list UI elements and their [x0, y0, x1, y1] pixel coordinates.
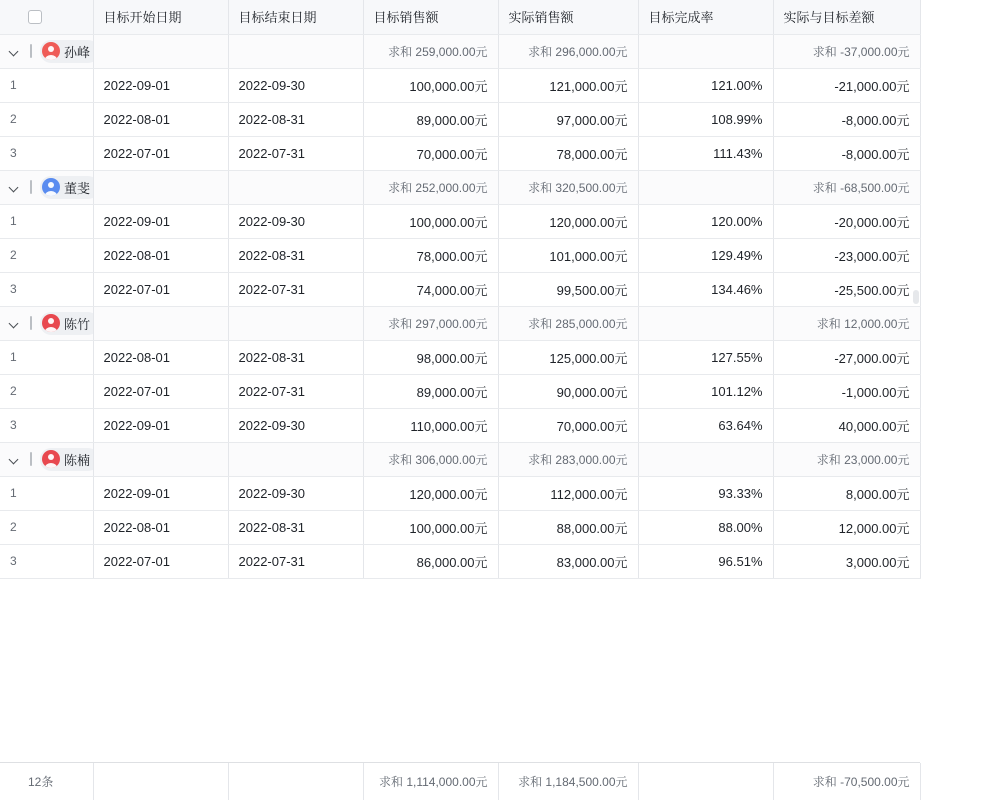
cell-diff[interactable]: 8,000.00元 [773, 476, 920, 510]
avatar [42, 178, 60, 196]
chevron-down-icon[interactable] [8, 316, 22, 330]
group-agg-diff: 求和 -37,000.00元 [773, 34, 920, 68]
group-agg-target-sales: 求和 306,000.00元 [363, 442, 498, 476]
row-index: 2 [0, 102, 93, 136]
cell-actual-sales[interactable]: 125,000.00元 [498, 340, 638, 374]
group-agg-actual-sales: 求和 296,000.00元 [498, 34, 638, 68]
header-select-all-cell[interactable] [0, 0, 93, 34]
cell-target-sales[interactable]: 100,000.00元 [363, 510, 498, 544]
column-header-actual-sales[interactable]: 实际销售额 [498, 0, 638, 34]
group-start-cell [93, 306, 228, 340]
summary-diff[interactable]: 求和 -70,500.00元 [773, 763, 920, 800]
group-end-cell [228, 442, 363, 476]
cell-completion-rate[interactable]: 93.33% [638, 476, 773, 510]
cell-end-date[interactable]: 2022-08-31 [228, 238, 363, 272]
group-agg-rate [638, 170, 773, 204]
cell-end-date[interactable]: 2022-07-31 [228, 136, 363, 170]
group-end-cell [228, 34, 363, 68]
cell-diff[interactable]: -8,000.00元 [773, 102, 920, 136]
column-header-end-date[interactable]: 目标结束日期 [228, 0, 363, 34]
column-header-diff[interactable]: 实际与目标差额 [773, 0, 920, 34]
cell-start-date[interactable]: 2022-08-01 [93, 238, 228, 272]
group-left [8, 176, 91, 199]
table-row[interactable] [0, 68, 920, 102]
cell-end-date[interactable]: 2022-08-31 [228, 102, 363, 136]
group-header-cell[interactable] [0, 34, 93, 68]
cell-actual-sales[interactable]: 90,000.00元 [498, 374, 638, 408]
cell-diff[interactable]: -25,500.00元 [773, 272, 920, 306]
cell-end-date[interactable]: 2022-07-31 [228, 544, 363, 578]
group-checkbox[interactable] [30, 316, 32, 330]
person-chip [40, 40, 93, 63]
table-row[interactable] [0, 544, 920, 578]
group-agg-diff: 求和 12,000.00元 [773, 306, 920, 340]
person-chip [40, 312, 93, 335]
group-checkbox[interactable] [30, 452, 32, 466]
avatar [42, 314, 60, 332]
table-row[interactable] [0, 374, 920, 408]
cell-diff[interactable]: 3,000.00元 [773, 544, 920, 578]
summary-target-sales[interactable]: 求和 1,114,000.00元 [363, 763, 498, 800]
cell-completion-rate[interactable]: 63.64% [638, 408, 773, 442]
group-agg-target-sales: 求和 297,000.00元 [363, 306, 498, 340]
group-name: 董斐 [64, 180, 91, 196]
cell-actual-sales[interactable]: 78,000.00元 [498, 136, 638, 170]
cell-start-date[interactable]: 2022-07-01 [93, 272, 228, 306]
chevron-down-icon[interactable] [8, 44, 22, 58]
group-agg-target-sales: 求和 259,000.00元 [363, 34, 498, 68]
cell-start-date[interactable]: 2022-07-01 [93, 374, 228, 408]
cell-target-sales[interactable]: 100,000.00元 [363, 204, 498, 238]
group-checkbox[interactable] [30, 180, 32, 194]
cell-start-date[interactable]: 2022-07-01 [93, 136, 228, 170]
cell-end-date[interactable]: 2022-08-31 [228, 340, 363, 374]
group-start-cell [93, 170, 228, 204]
summary-row [0, 763, 920, 800]
cell-diff[interactable]: -8,000.00元 [773, 136, 920, 170]
cell-diff[interactable]: -23,000.00元 [773, 238, 920, 272]
table-row[interactable] [0, 510, 920, 544]
cell-start-date[interactable]: 2022-07-01 [93, 544, 228, 578]
cell-target-sales[interactable]: 89,000.00元 [363, 102, 498, 136]
cell-start-date[interactable]: 2022-09-01 [93, 476, 228, 510]
cell-actual-sales[interactable]: 101,000.00元 [498, 238, 638, 272]
group-left [8, 40, 91, 63]
cell-actual-sales[interactable]: 120,000.00元 [498, 204, 638, 238]
cell-diff[interactable]: -1,000.00元 [773, 374, 920, 408]
cell-completion-rate[interactable]: 129.49% [638, 238, 773, 272]
group-header-cell[interactable] [0, 442, 93, 476]
group-start-cell [93, 442, 228, 476]
cell-start-date[interactable]: 2022-09-01 [93, 204, 228, 238]
cell-target-sales[interactable]: 100,000.00元 [363, 68, 498, 102]
header-row [0, 0, 920, 34]
cell-actual-sales[interactable]: 83,000.00元 [498, 544, 638, 578]
cell-completion-rate[interactable]: 96.51% [638, 544, 773, 578]
summary-actual-sales[interactable]: 求和 1,184,500.00元 [498, 763, 638, 800]
cell-start-date[interactable]: 2022-08-01 [93, 510, 228, 544]
group-left [8, 312, 91, 335]
cell-diff[interactable]: 12,000.00元 [773, 510, 920, 544]
summary-rate[interactable] [638, 763, 773, 800]
table-row[interactable] [0, 102, 920, 136]
column-header-target-sales[interactable]: 目标销售额 [363, 0, 498, 34]
group-row[interactable] [0, 170, 920, 204]
cell-end-date[interactable]: 2022-07-31 [228, 272, 363, 306]
cell-end-date[interactable]: 2022-07-31 [228, 374, 363, 408]
group-row[interactable] [0, 34, 920, 68]
cell-actual-sales[interactable]: 88,000.00元 [498, 510, 638, 544]
cell-end-date[interactable]: 2022-08-31 [228, 510, 363, 544]
cell-target-sales[interactable]: 86,000.00元 [363, 544, 498, 578]
cell-actual-sales[interactable]: 70,000.00元 [498, 408, 638, 442]
cell-start-date[interactable]: 2022-08-01 [93, 102, 228, 136]
person-chip [40, 448, 93, 471]
cell-end-date[interactable]: 2022-09-30 [228, 476, 363, 510]
cell-actual-sales[interactable]: 99,500.00元 [498, 272, 638, 306]
group-row[interactable] [0, 306, 920, 340]
select-all-wrap[interactable] [10, 10, 83, 24]
group-agg-actual-sales: 求和 283,000.00元 [498, 442, 638, 476]
table-row[interactable] [0, 408, 920, 442]
group-agg-diff: 求和 -68,500.00元 [773, 170, 920, 204]
cell-target-sales[interactable]: 70,000.00元 [363, 136, 498, 170]
group-end-cell [228, 170, 363, 204]
cell-target-sales[interactable]: 89,000.00元 [363, 374, 498, 408]
summary-end[interactable] [228, 763, 363, 800]
group-name: 陈竹 [64, 316, 91, 332]
cell-start-date[interactable]: 2022-09-01 [93, 68, 228, 102]
cell-completion-rate[interactable]: 134.46% [638, 272, 773, 306]
cell-completion-rate[interactable]: 101.12% [638, 374, 773, 408]
table-row[interactable] [0, 136, 920, 170]
cell-start-date[interactable]: 2022-08-01 [93, 340, 228, 374]
group-agg-rate [638, 306, 773, 340]
group-agg-actual-sales: 求和 320,500.00元 [498, 170, 638, 204]
person-chip [40, 176, 93, 199]
group-header-cell[interactable] [0, 306, 93, 340]
cell-start-date[interactable]: 2022-09-01 [93, 408, 228, 442]
row-index: 3 [0, 408, 93, 442]
cell-target-sales[interactable]: 78,000.00元 [363, 238, 498, 272]
table-row[interactable] [0, 476, 920, 510]
row-index: 2 [0, 374, 93, 408]
row-index: 3 [0, 136, 93, 170]
cell-diff[interactable]: 40,000.00元 [773, 408, 920, 442]
group-agg-diff: 求和 23,000.00元 [773, 442, 920, 476]
cell-completion-rate[interactable]: 108.99% [638, 102, 773, 136]
cell-completion-rate[interactable]: 121.00% [638, 68, 773, 102]
group-agg-rate [638, 442, 773, 476]
summary-footer [0, 762, 920, 800]
summary-start[interactable] [93, 763, 228, 800]
group-left [8, 448, 91, 471]
row-index: 1 [0, 340, 93, 374]
group-checkbox[interactable] [30, 44, 32, 58]
row-index: 1 [0, 204, 93, 238]
cell-end-date[interactable]: 2022-09-30 [228, 408, 363, 442]
group-start-cell [93, 34, 228, 68]
cell-completion-rate[interactable]: 120.00% [638, 204, 773, 238]
column-header-completion-rate[interactable]: 目标完成率 [638, 0, 773, 34]
select-all-checkbox[interactable] [28, 10, 42, 24]
row-index: 3 [0, 544, 93, 578]
cell-end-date[interactable]: 2022-09-30 [228, 204, 363, 238]
row-index: 1 [0, 476, 93, 510]
cell-completion-rate[interactable]: 111.43% [638, 136, 773, 170]
chevron-down-icon[interactable] [8, 452, 22, 466]
group-agg-actual-sales: 求和 285,000.00元 [498, 306, 638, 340]
cell-actual-sales[interactable]: 112,000.00元 [498, 476, 638, 510]
row-index: 2 [0, 238, 93, 272]
table-row[interactable] [0, 340, 920, 374]
table-row[interactable] [0, 272, 920, 306]
cell-completion-rate[interactable]: 127.55% [638, 340, 773, 374]
group-header-cell[interactable] [0, 170, 93, 204]
row-index: 3 [0, 272, 93, 306]
cell-completion-rate[interactable]: 88.00% [638, 510, 773, 544]
cell-actual-sales[interactable]: 121,000.00元 [498, 68, 638, 102]
group-name: 孙峰 [64, 44, 91, 60]
cell-diff[interactable]: -21,000.00元 [773, 68, 920, 102]
cell-diff[interactable]: -27,000.00元 [773, 340, 920, 374]
cell-actual-sales[interactable]: 97,000.00元 [498, 102, 638, 136]
cell-target-sales[interactable]: 110,000.00元 [363, 408, 498, 442]
avatar [42, 42, 60, 60]
vertical-scrollbar-thumb[interactable] [913, 290, 919, 304]
cell-diff[interactable]: -20,000.00元 [773, 204, 920, 238]
cell-target-sales[interactable]: 74,000.00元 [363, 272, 498, 306]
group-row[interactable] [0, 442, 920, 476]
table-body [0, 34, 920, 578]
row-index: 2 [0, 510, 93, 544]
group-agg-target-sales: 求和 252,000.00元 [363, 170, 498, 204]
group-name: 陈楠 [64, 452, 91, 468]
chevron-down-icon[interactable] [8, 180, 22, 194]
group-end-cell [228, 306, 363, 340]
avatar [42, 450, 60, 468]
table-row[interactable] [0, 204, 920, 238]
cell-target-sales[interactable]: 120,000.00元 [363, 476, 498, 510]
summary-table [0, 763, 921, 800]
table-header [0, 0, 920, 34]
column-header-start-date[interactable]: 目标开始日期 [93, 0, 228, 34]
record-count: 12条 [0, 763, 93, 800]
table-row[interactable] [0, 238, 920, 272]
cell-target-sales[interactable]: 98,000.00元 [363, 340, 498, 374]
cell-end-date[interactable]: 2022-09-30 [228, 68, 363, 102]
row-index: 1 [0, 68, 93, 102]
group-agg-rate [638, 34, 773, 68]
